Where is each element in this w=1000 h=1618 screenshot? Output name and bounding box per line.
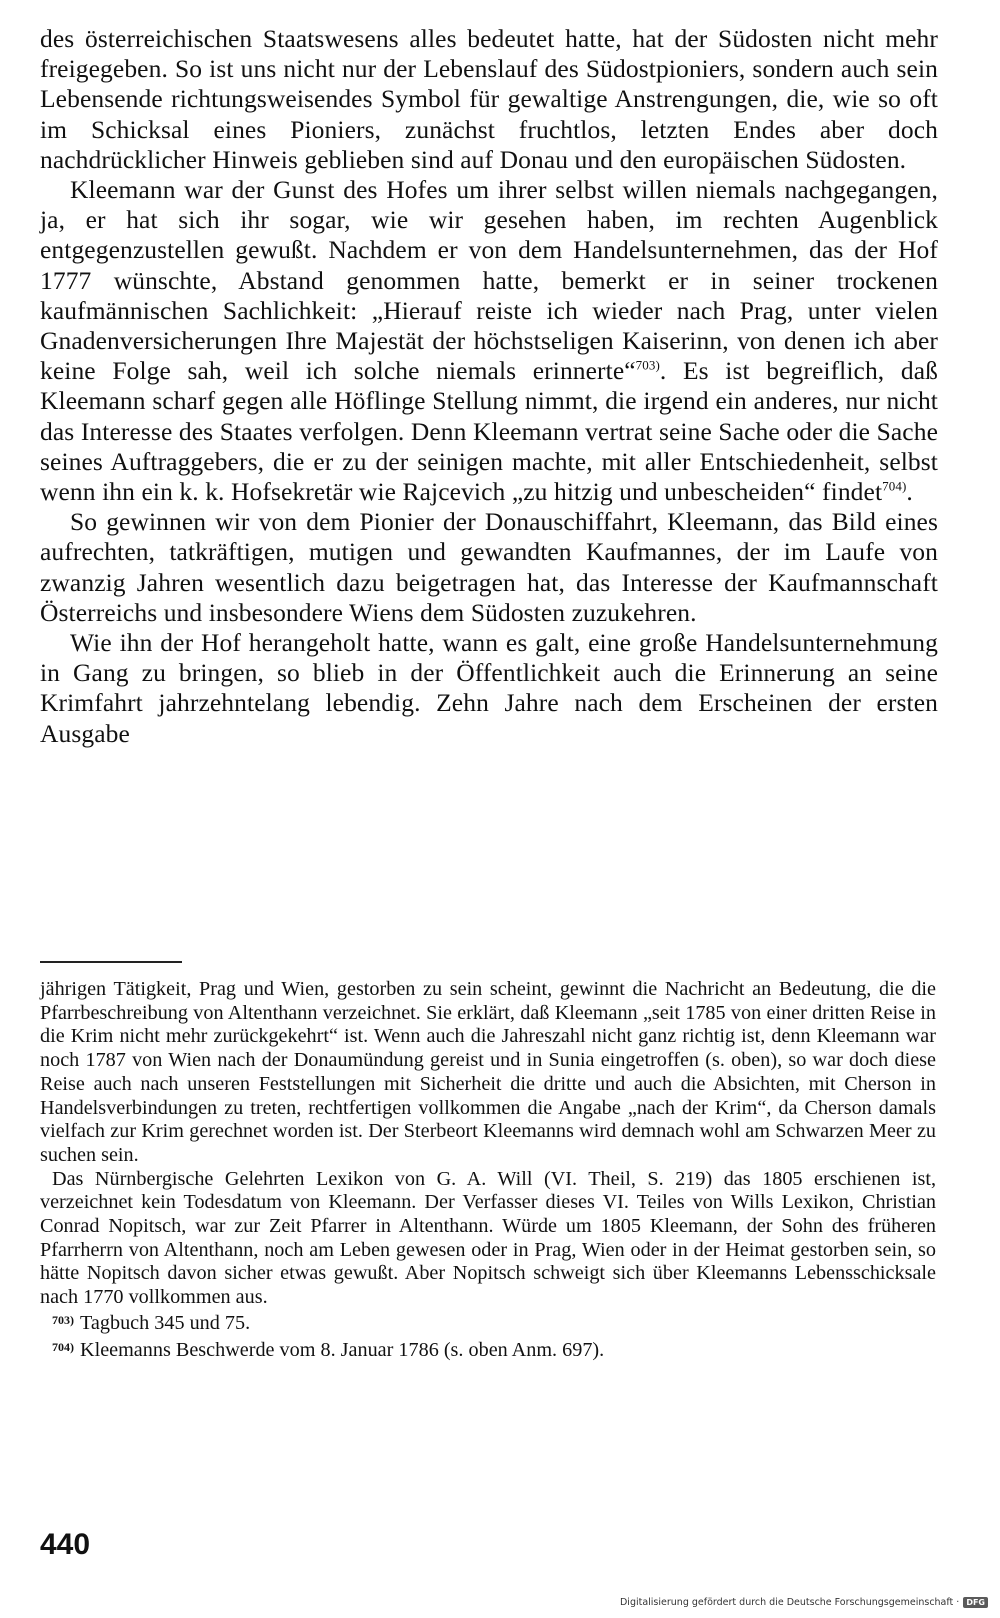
- digitization-credit: [620, 1597, 988, 1608]
- paragraph-4: Wie ihn der Hof herangeholt hatte, wann es galt, eine große Handelsunternehmung in Gang zu bringen, so blieb in der Öffentlichkeit auch die Erinnerung an seine Krimfahrt jahrzehntelang lebendig. Zehn Jahre nach dem Erscheinen der ersten Ausgabe: [40, 628, 938, 748]
- dfg-logo-icon: DFG: [963, 1597, 988, 1608]
- footnote-divider: [40, 961, 182, 963]
- paragraph-2-part-b: . Es ist begreiflich, daß Kleemann scharf gegen alle Höflinge Stellung nimmt, die irgend ein anderes, nur nicht das Interesse des Staates verfolgen. Denn Kleemann vertrat seine Sache oder die Sache seines Auftraggebers, die er zu der seinigen machte, mit aller Entschiedenheit, selbst wenn ihn ein k. k. Hofsekretär wie Rajcevich „zu hitzig und unbescheiden“ findet: [40, 356, 938, 507]
- footnote-mark: 704): [52, 1339, 74, 1354]
- paragraph-3: So gewinnen wir von dem Pionier der Donauschiffahrt, Kleemann, das Bild eines aufrechten, tatkräftigen, mutigen und gewandten Kaufmannes, der im Laufe von zwanzig Jahren wesentlich dazu beigetragen hat, das Interesse der Kaufmannschaft Österreichs und insbesondere Wiens dem Südosten zuzukehren.: [40, 507, 938, 627]
- paragraph-2: [40, 175, 938, 507]
- footnote-703: [40, 1310, 936, 1337]
- footnote-mark: 703): [52, 1312, 74, 1327]
- footnote-text: Kleemanns Beschwerde vom 8. Januar 1786 (s. oben Anm. 697).: [80, 1338, 605, 1361]
- paragraph-1: des österreichischen Staatswesens alles bedeutet hatte, hat der Südosten nicht mehr freigegeben. So ist uns nicht nur der Lebenslauf des Südostpioniers, sondern auch sein Lebensende richtungsweisendes Symbol für gewaltige Anstrengungen, die, wie so oft im Schicksal eines Pioniers, zunächst fruchtlos, letzten Endes aber doch nachdrücklicher Hinweis geblieben sind auf Donau und den europäischen Südosten.: [40, 24, 938, 174]
- footnote-704: [40, 1337, 936, 1364]
- footnote-ref-704: 704): [882, 478, 907, 494]
- footnote-second-paragraph: Das Nürnbergische Gelehrten Lexikon von G. A. Will (VI. Theil, S. 219) das 1805 erschienen ist, verzeichnet kein Todesdatum von Kleemann. Der Verfasser dieses VI. Teiles von Wills Lexikon, Christian Conrad Nopitsch, war zur Zeit Pfarrer in Altenthann. Würde um 1805 Kleemann, der Sohn des früheren Pfarrherrn von Altenthann, noch am Leben gewesen oder in Prag, Wien oder in der Heimat gestorben sein, so hätte Nopitsch davon sicher etwas gewußt. Aber Nopitsch schweigt sich über Kleemanns Lebensschicksale nach 1770 vollkommen aus.: [40, 1167, 936, 1309]
- paragraph-2-part-a: Kleemann war der Gunst des Hofes um ihrer selbst willen niemals nachgegangen, ja, er hat sich ihr sogar, wie wir gesehen haben, im rechten Augenblick entgegenzustellen gewußt. Nachdem er von dem Handelsunternehmen, das der Hof 1777 wünschte, Abstand genommen hatte, bemerkt er in seiner trockenen kaufmännischen Sachlichkeit: „Hierauf reiste ich wieder nach Prag, unter vielen Gnadenversicherungen Ihre Majestät der höchstseligen Kaiserinn, von denen ich aber keine Folge sah, weil ich solche niemals erinnerte“: [40, 175, 938, 386]
- credit-text: Digitalisierung gefördert durch die Deutsche Forschungsgemeinschaft ·: [619, 1597, 960, 1608]
- footnote-text: Tagbuch 345 und 75.: [80, 1311, 251, 1334]
- main-text: [40, 24, 938, 749]
- page-number: 440: [40, 1528, 91, 1561]
- footnotes: [40, 978, 936, 1364]
- footnote-ref-703: 703): [635, 357, 660, 373]
- footnote-continued: jährigen Tätigkeit, Prag und Wien, gestorben zu sein scheint, gewinnt die Nachricht an Bedeutung, die die Pfarrbeschreibung von Altenthann verzeichnet. Sie erklärt, daß Kleemann „seit 1785 von einer dritten Reise in die Krim nicht mehr zurückgekehrt“ ist. Wenn auch die Jahreszahl nicht ganz richtig ist, denn Kleemann war noch 1787 von Wien nach der Donaumündung gereist und in Sunia eingetroffen (s. oben), so war doch diese Reise auch nach unseren Feststellungen mit Sicherheit die dritte und auch die Absichten, mit Cherson in Handelsverbindungen zu treten, rechtfertigen vollkommen die Angabe „nach der Krim“, da Cherson damals vielfach zur Krim gerechnet worden ist. Der Sterbeort Kleemanns wird demnach wohl am Schwarzen Meer zu suchen sein.: [40, 978, 936, 1166]
- paragraph-2-part-c: .: [906, 477, 913, 507]
